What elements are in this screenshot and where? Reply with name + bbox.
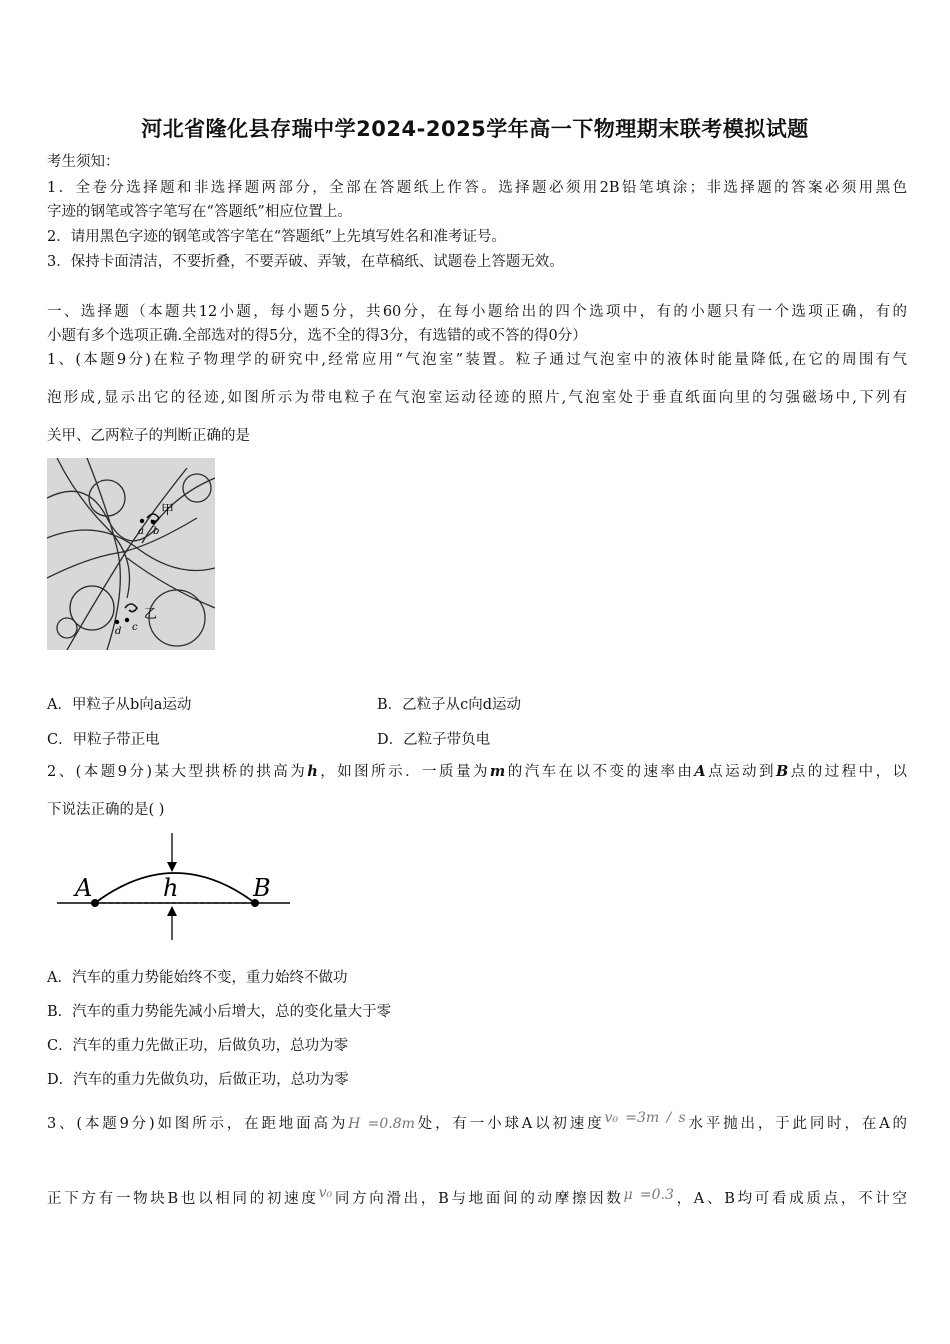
section-1-heading-line-1: 一、选择题（本题共12小题，每小题5分，共60分，在每小题给出的四个选项中，有的小题只有一个选项正确，有的 <box>47 304 907 320</box>
bridge-label-h: h <box>163 874 179 902</box>
q1-stem-line-1: 1、(本题9分)在粒子物理学的研究中,经常应用“气泡室”装置。粒子通过气泡室中的液体时能量降低,在它的周围有气 <box>47 352 907 368</box>
notice-item-3: 3．保持卡面清洁，不要折叠，不要弄破、弄皱，在草稿纸、试题卷上答题无效。 <box>47 254 564 270</box>
q2-option-c: C．汽车的重力先做正功，后做负功，总功为零 <box>47 1038 349 1054</box>
arch-bridge-svg <box>55 828 295 943</box>
q3-line2-mid: 同方向滑出，B与地面间的动摩擦因数 <box>332 1191 624 1207</box>
q2-mid-3: 点运动到 <box>705 764 776 780</box>
q2-mid-1: ，如图所示．一质量为 <box>317 764 490 780</box>
q2-option-b: B．汽车的重力势能先减小后增大，总的变化量大于零 <box>47 1004 392 1020</box>
label-a: a <box>138 526 144 537</box>
q2-option-d: D．汽车的重力先做负功，后做正功，总功为零 <box>47 1072 349 1088</box>
q1-option-d: D．乙粒子带负电 <box>377 732 491 748</box>
q2-mid-2: 的汽车在以不变的速率由 <box>505 764 695 780</box>
q1-stem-line-2: 泡形成,显示出它的径迹,如图所示为带电粒子在气泡室运动径迹的照片,气泡室处于垂直纸面向里的匀强磁场中,下列有 <box>47 390 907 406</box>
q2-var-a: A <box>694 763 706 780</box>
q3-line2-prefix: 正下方有一物块B也以相同的初速度 <box>47 1191 319 1207</box>
q2-var-m: m <box>489 763 506 780</box>
notice-heading: 考生须知： <box>47 154 120 170</box>
section-1-heading-line-2: 小题有多个选项正确.全部选对的得5分，选不全的得3分，有选错的或不答的得0分） <box>47 328 587 344</box>
q1-option-b: B．乙粒子从c向d运动 <box>377 697 522 713</box>
bubble-chamber-photo <box>47 458 215 650</box>
q3-mid: 处，有一小球A以初速度 <box>414 1116 605 1132</box>
formula-initial-velocity: v₀ =3m / s <box>604 1110 686 1126</box>
label-jia: 甲 <box>161 503 175 518</box>
q1-option-c: C．甲粒子带正电 <box>47 732 160 748</box>
q3-stem-line-1 <box>47 1110 907 1135</box>
bridge-label-b: B <box>253 874 271 902</box>
notice-item-1-line-1: 1．全卷分选择题和非选择题两部分，全部在答题纸上作答。选择题必须用2B铅笔填涂；非选择题的答案必须用黑色 <box>47 180 907 196</box>
page-title: 河北省隆化县存瑞中学2024-2025学年高一下物理期末联考模拟试题 <box>141 117 809 141</box>
q2-var-h: h <box>307 763 318 780</box>
notice-item-1-line-2: 字迹的钢笔或答字笔写在“答题纸”相应位置上。 <box>47 204 352 220</box>
formula-v0: v₀ <box>318 1185 333 1201</box>
bridge-label-a: A <box>75 874 93 902</box>
notice-item-2: 2．请用黑色字迹的钢笔或答字笔在“答题纸”上先填写姓名和准考证号。 <box>47 229 507 245</box>
formula-friction: μ =0.3 <box>623 1187 674 1203</box>
q2-prefix: 2、(本题9分)某大型拱桥的拱高为 <box>47 764 308 780</box>
q2-stem-line-2: 下说法正确的是( ) <box>47 802 165 818</box>
formula-height: H =0.8m <box>348 1116 415 1132</box>
q1-option-a: A．甲粒子从b向a运动 <box>47 697 192 713</box>
label-b: b <box>153 526 160 537</box>
q2-var-b: B <box>776 763 789 780</box>
arch-bridge-diagram <box>55 828 295 943</box>
q1-stem-line-3: 关甲、乙两粒子的判断正确的是 <box>47 428 250 444</box>
q3-line2-end: ，A、B均可看成质点，不计空 <box>673 1191 907 1207</box>
q3-stem-line-2 <box>47 1185 907 1210</box>
bubble-chamber-tracks <box>47 458 215 650</box>
q2-stem-line-1 <box>47 762 907 782</box>
label-d: d <box>115 626 122 637</box>
label-yi: 乙 <box>144 607 158 622</box>
label-c: c <box>132 622 138 633</box>
q3-end: 水平抛出，于此同时，在A的 <box>685 1116 907 1132</box>
q2-option-a: A．汽车的重力势能始终不变，重力始终不做功 <box>47 970 348 986</box>
q2-end: 点的过程中，以 <box>788 764 908 780</box>
q3-prefix: 3、(本题9分)如图所示，在距地面高为 <box>47 1116 349 1132</box>
